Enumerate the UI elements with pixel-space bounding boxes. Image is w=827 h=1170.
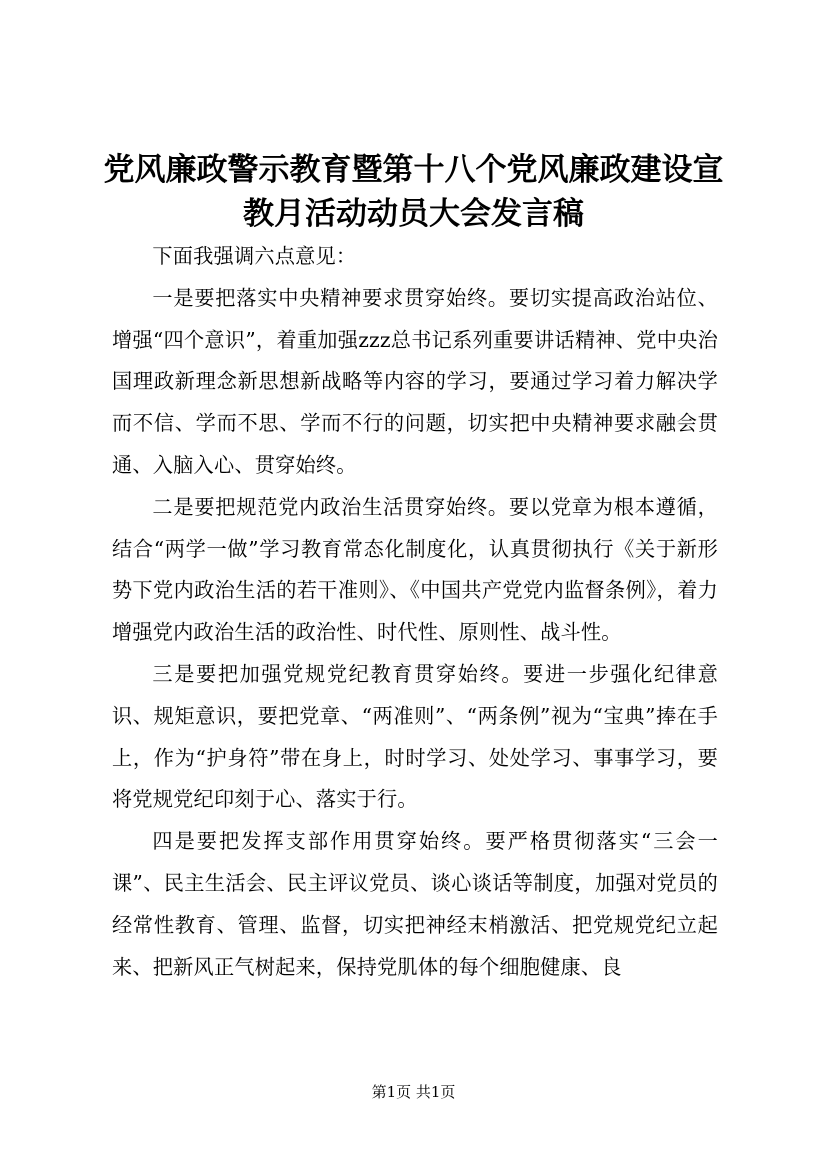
- paragraph-2: 二是要把规范党内政治生活贯穿始终。要以党章为根本遵循，结合“两学一做”学习教育常态化制度化，认真贯彻执行《关于新形势下党内政治生活的若干准则》、《中国共产党党内监督条例》，着力增强党内政治生活的政治性、时代性、原则性、战斗性。: [112, 494, 718, 645]
- paragraph-4: 四是要把发挥支部作用贯穿始终。要严格贯彻落实“三会一课”、民主生活会、民主评议党员、谈心谈话等制度，加强对党员的经常性教育、管理、监督，切实把神经末梢激活、把党规党纪立起来、把新风正气树起来，保持党肌体的每个细胞健康、良: [112, 829, 718, 979]
- page-footer: 第1页 共1页: [371, 1083, 456, 1101]
- paragraph-1: 一是要把落实中央精神要求贯穿始终。要切实提高政治站位、增强“四个意识”，着重加强zzz总书记系列重要讲话精神、党中央治国理政新理念新思想新战略等内容的学习，要通过学习着力解决学而不信、学而不思、学而不行的问题，切实把中央精神要求融会贯通、入脑入心、贯穿始终。: [112, 285, 718, 477]
- document-title-line-1: 党风廉政警示教育暨第十八个党风廉政建设宣: [103, 152, 724, 188]
- paragraph-intro: 下面我强调六点意见：: [152, 244, 357, 268]
- document-title-line-2: 教月活动动员大会发言稿: [243, 196, 584, 232]
- paragraph-3: 三是要把加强党规党纪教育贯穿始终。要进一步强化纪律意识、规矩意识，要把党章、“两准则”、“两条例”视为“宝典”捧在手上，作为“护身符”带在身上，时时学习、处处学习、事事学习，要将党规党纪印刻于心、落实于行。: [112, 661, 718, 812]
- document-body: [112, 236, 718, 988]
